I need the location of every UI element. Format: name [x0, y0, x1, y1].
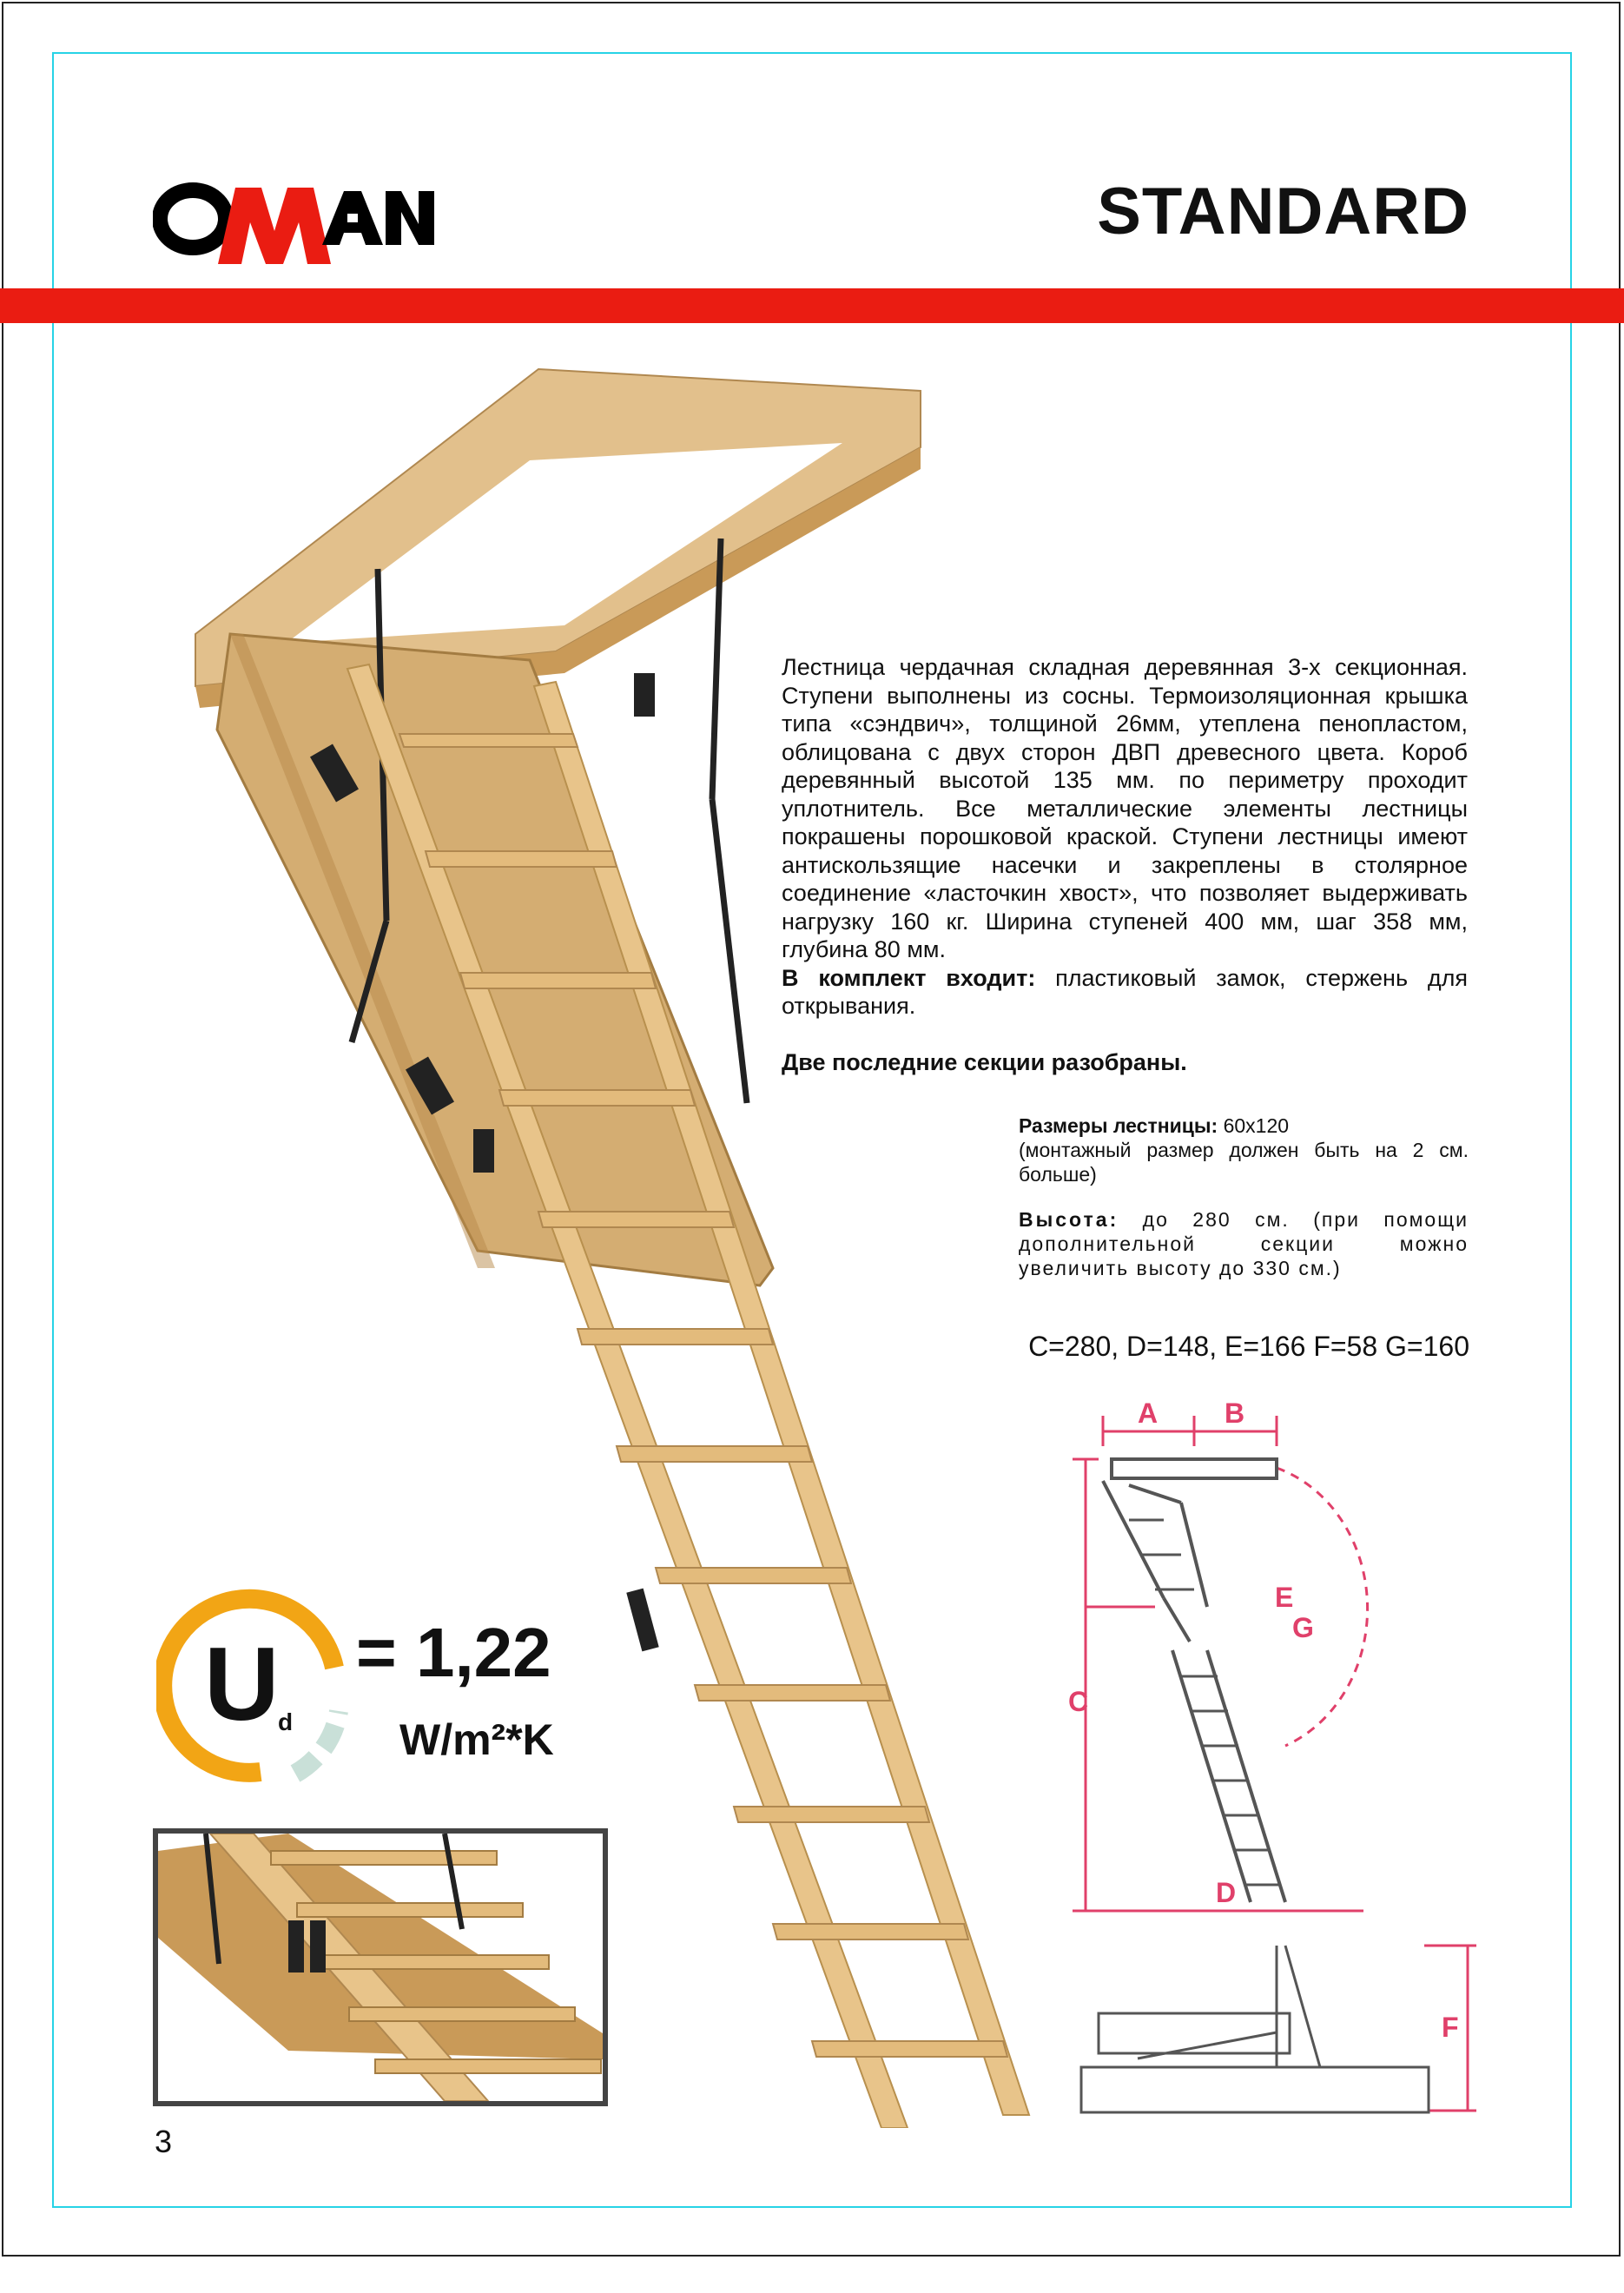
size-spec — [1019, 1113, 1469, 1186]
height-value: до 280 см. (при помощи дополнительной секции можно увеличить высоту до 330 см.) — [1019, 1208, 1469, 1279]
inset-closeup — [153, 1828, 608, 2106]
label-g: G — [1292, 1612, 1314, 1643]
size-value: 60x120 — [1218, 1114, 1290, 1137]
label-a: A — [1138, 1398, 1159, 1429]
kit-line — [782, 964, 1468, 1021]
kit-text: пластиковый замок, стержень для открывания. — [782, 964, 1468, 1019]
sections-note: Две последние секции разобраны. — [782, 1048, 1187, 1075]
product-description — [782, 653, 1468, 1076]
size-note: (монтажный размер должен быть на 2 см. больше) — [1019, 1139, 1469, 1186]
label-b: B — [1225, 1398, 1245, 1429]
label-e: E — [1275, 1582, 1294, 1613]
oman-logo — [153, 170, 439, 266]
height-spec — [1019, 1207, 1469, 1280]
description-paragraph: Лестница чердачная складная деревянная 3-х секционная. Ступени выполнены из сосны. Термоизоляционная крышка типа «сэндвич», толщиной 26мм, утеплена пенопластом, облицована с двух сторон ДВП древесного цвета. Короб деревянный высотой 135 мм. по периметру проходит уплотнитель. Все металлические элементы лестницы покрашены порошковой краской. Ступени лестницы имеют антискользящие насечки и закреплены в столярное соединение «ласточкин хвост», что позволяет выдерживать нагрузку 160 кг. Ширина ступеней 400 мм, шаг 358 мм, глубина 80 мм. — [782, 654, 1468, 962]
dimension-diagram — [1068, 1390, 1485, 2293]
u-unit: W/m²*K — [399, 1715, 554, 1764]
closeup-illustration — [158, 1834, 603, 2101]
label-c: C — [1068, 1686, 1089, 1717]
red-header-bar — [0, 288, 1624, 323]
kit-label: В комплект входит: — [782, 964, 1036, 991]
u-value: = 1,22 — [356, 1614, 551, 1691]
ladder-specs — [1019, 1113, 1469, 1301]
u-symbol: U — [204, 1626, 280, 1742]
page-title: STANDARD — [1097, 175, 1469, 248]
logo-text: OMAN — [153, 170, 155, 171]
page-number: 3 — [155, 2124, 173, 2159]
label-f: F — [1442, 2012, 1459, 2043]
u-value-badge — [156, 1581, 573, 1789]
dimension-values: C=280, D=148, E=166 F=58 G=160 — [1028, 1331, 1469, 1362]
size-label: Размеры лестницы: — [1019, 1114, 1218, 1137]
height-label: Высота: — [1019, 1208, 1119, 1231]
label-d: D — [1216, 1877, 1237, 1908]
u-subscript: d — [278, 1708, 294, 1735]
